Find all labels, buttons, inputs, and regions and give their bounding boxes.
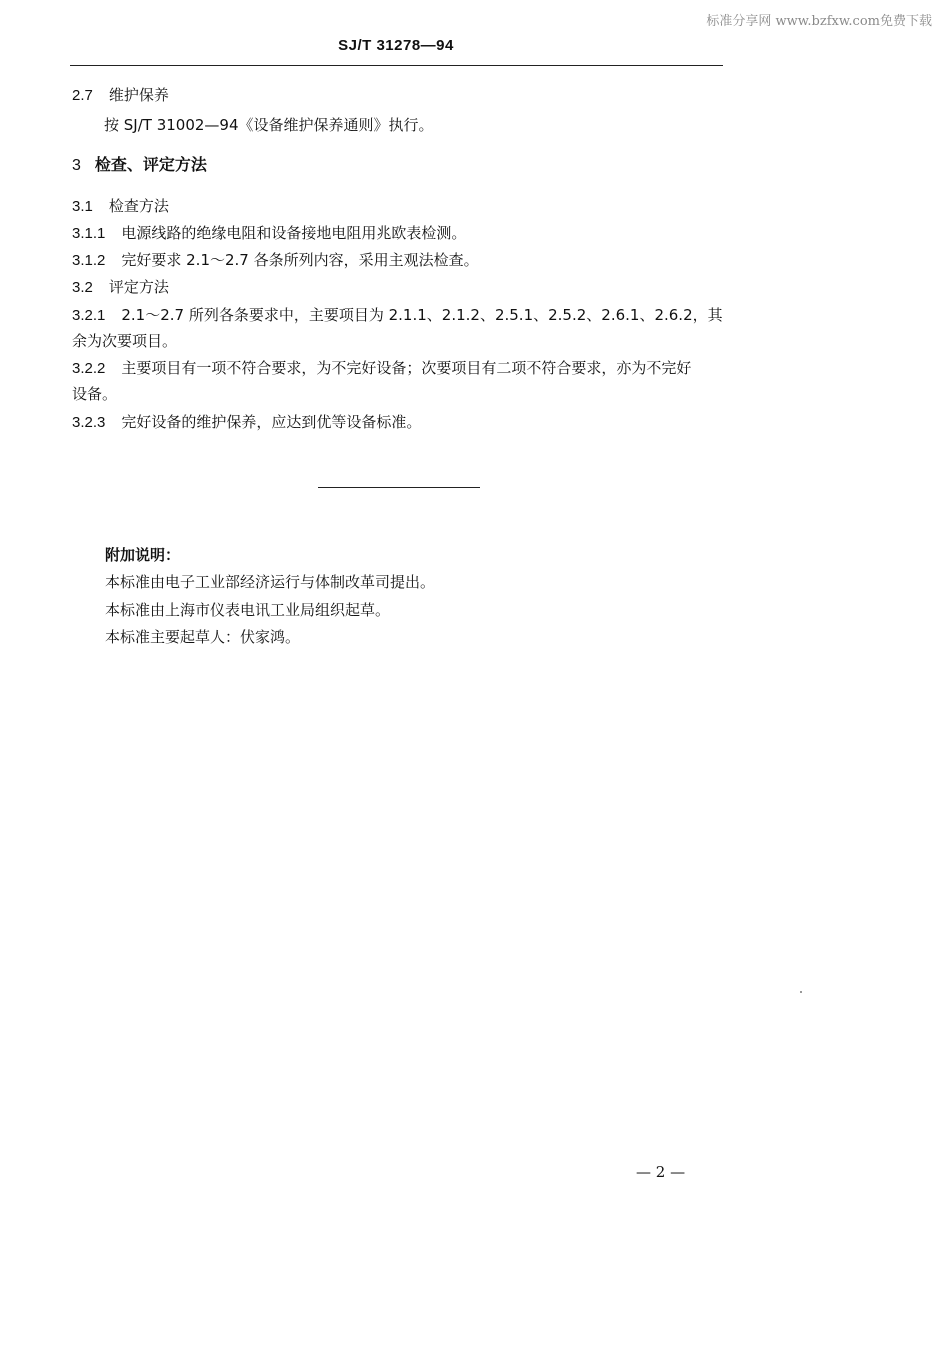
paragraph-2-7 <box>104 115 434 135</box>
section-3 <box>72 155 207 176</box>
notes-line: 本标准由上海市仪表电讯工业局组织起草。 <box>105 601 391 619</box>
clause-number: 3.2.2 <box>72 360 106 377</box>
clause-number: 3.2.3 <box>72 414 106 431</box>
clause-text: 余为次要项目。 <box>72 332 178 350</box>
section-number: 3 <box>72 157 81 174</box>
section-3-1 <box>72 196 169 217</box>
standard-code-header: SJ/T 31278—94 <box>338 37 454 54</box>
section-title: 维护保养 <box>108 86 169 104</box>
clause-text: 完好要求 2.1～2.7 各条所列内容，采用主观法检查。 <box>121 251 479 269</box>
clause-3-2-2 <box>72 358 691 379</box>
section-title: 评定方法 <box>108 278 169 296</box>
notes-title: 附加说明： <box>105 546 181 564</box>
notes-line: 本标准主要起草人：伏家鸿。 <box>105 628 301 646</box>
header-divider <box>70 65 723 66</box>
clause-3-2-3 <box>72 412 421 433</box>
scan-speck <box>800 991 802 993</box>
page-number: — 2 — <box>636 1163 686 1181</box>
end-of-text-rule <box>318 487 480 488</box>
section-number: 3.1 <box>72 198 93 215</box>
section-2-7 <box>72 85 169 106</box>
clause-text: 完好设备的维护保养，应达到优等设备标准。 <box>121 413 422 431</box>
clause-text: 2.1～2.7 所列各条要求中，主要项目为 2.1.1、2.1.2、2.5.1、2.5.2、2.6.1、2.6.2，其 <box>121 306 723 324</box>
section-3-2 <box>72 277 169 298</box>
clause-text: 主要项目有一项不符合要求，为不完好设备；次要项目有二项不符合要求，亦为不完好 <box>121 359 692 377</box>
clause-text: 电源线路的绝缘电阻和设备接地电阻用兆欧表检测。 <box>121 224 467 242</box>
paragraph-text: 按 SJ/T 31002—94《设备维护保养通则》执行。 <box>104 116 434 134</box>
clause-3-2-2-continued <box>72 384 117 404</box>
section-title: 检查、评定方法 <box>94 155 207 174</box>
watermark-text: 标准分享网 www.bzfxw.com免费下载 <box>706 14 932 29</box>
section-number: 3.2 <box>72 279 93 296</box>
clause-3-1-2 <box>72 250 479 271</box>
notes-line: 本标准由电子工业部经济运行与体制改革司提出。 <box>105 573 436 591</box>
clause-number: 3.1.1 <box>72 225 106 242</box>
clause-number: 3.2.1 <box>72 307 106 324</box>
section-number: 2.7 <box>72 87 93 104</box>
clause-3-2-1-continued <box>72 331 177 351</box>
clause-3-2-1 <box>72 305 723 326</box>
section-title: 检查方法 <box>108 197 169 215</box>
clause-text: 设备。 <box>72 385 118 403</box>
clause-3-1-1 <box>72 223 466 244</box>
clause-number: 3.1.2 <box>72 252 106 269</box>
